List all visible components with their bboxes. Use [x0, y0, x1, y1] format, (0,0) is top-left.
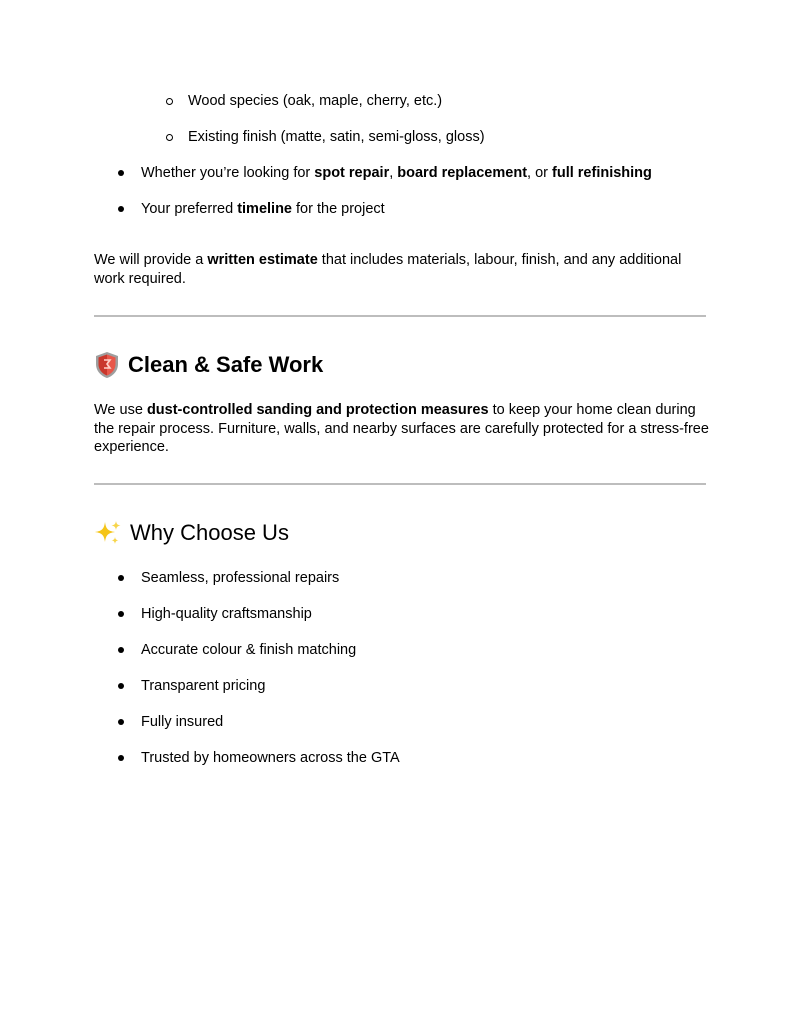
list-item-existing-finish: Existing finish (matte, satin, semi-gloss, gloss) [188, 129, 485, 145]
clean-para-line3: experience. [94, 439, 169, 455]
repair-type-prefix: Whether you’re looking for [141, 165, 315, 181]
why-item-seamless: Seamless, professional repairs [141, 570, 340, 586]
estimate-prefix: We will provide a [94, 252, 208, 268]
why-choose-title: Why Choose Us [130, 520, 289, 545]
list-item-timeline [141, 200, 385, 218]
bullet-marker [118, 719, 124, 725]
shield-icon [94, 351, 120, 379]
estimate-line2: work required. [94, 270, 186, 287]
section-divider [94, 315, 706, 317]
clean-para-line2: the repair process. Furniture, walls, and nearby surfaces are carefully protected for a stress-free [94, 420, 709, 437]
why-item-colour-matching: Accurate colour & finish matching [141, 642, 357, 658]
bullet-marker [118, 683, 124, 689]
sparkles-icon [94, 519, 122, 547]
why-item-trusted: Trusted by homeowners across the GTA [141, 750, 400, 766]
bullet-marker [118, 170, 124, 176]
sub-bullet-marker [166, 134, 173, 141]
timeline-label: timeline [237, 201, 292, 217]
estimate-line1-suffix: that includes materials, labour, finish, and any additional [317, 252, 682, 268]
clean-para-prefix: We use [94, 402, 147, 418]
estimate-paragraph [94, 251, 714, 288]
repair-type-sep2: , or [527, 165, 553, 181]
clean-para-line1-suffix: to keep your home clean during [488, 402, 696, 418]
why-choose-heading [94, 519, 289, 547]
why-item-insured: Fully insured [141, 714, 224, 730]
timeline-prefix: Your preferred [141, 201, 238, 217]
clean-safe-title: Clean & Safe Work [128, 352, 324, 377]
board-replacement-label: board replacement [397, 165, 528, 181]
timeline-suffix: for the project [292, 201, 385, 217]
clean-safe-paragraph [94, 401, 714, 457]
spot-repair-label: spot repair [314, 165, 390, 181]
sub-bullet-marker [166, 98, 173, 105]
why-item-pricing: Transparent pricing [141, 678, 266, 694]
repair-type-sep1: , [389, 165, 398, 181]
bullet-marker [118, 647, 124, 653]
written-estimate-label: written estimate [207, 252, 318, 268]
why-item-craftsmanship: High-quality craftsmanship [141, 606, 312, 622]
bullet-marker [118, 575, 124, 581]
full-refinishing-label: full refinishing [552, 165, 652, 181]
section-divider [94, 483, 706, 485]
bullet-marker [118, 611, 124, 617]
list-item-wood-species: Wood species (oak, maple, cherry, etc.) [188, 93, 443, 109]
bullet-marker [118, 755, 124, 761]
dust-controlled-label: dust-controlled sanding and protection measures [146, 402, 489, 418]
clean-safe-heading [94, 351, 323, 379]
list-item-repair-type [141, 164, 652, 182]
bullet-marker [118, 206, 124, 212]
